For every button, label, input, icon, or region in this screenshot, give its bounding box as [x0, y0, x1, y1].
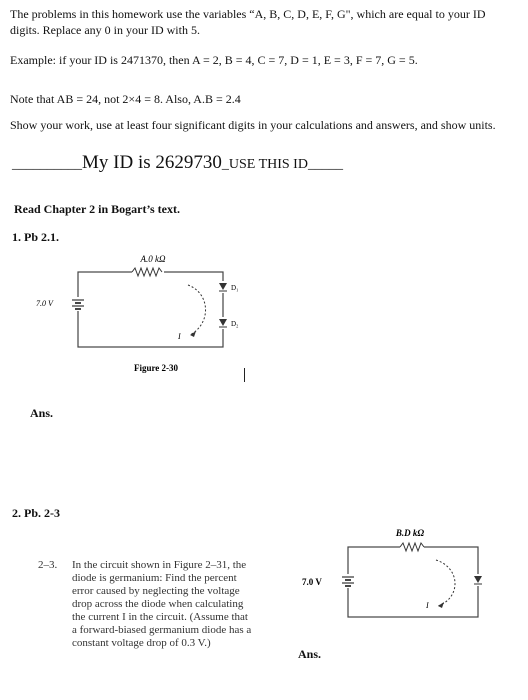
figure-caption: Figure 2-30 [133, 363, 179, 373]
resistor-label: A.0 kΩ [140, 254, 166, 264]
current-arrow-icon [188, 285, 206, 335]
problem1-label: 1. Pb 2.1. [12, 230, 60, 244]
problem2-statement [72, 559, 292, 650]
problem2-text-line: constant voltage drop of 0.3 V.) [72, 637, 211, 649]
problem2-number: 2–3. [38, 559, 58, 571]
voltage-label: 7.0 V [302, 577, 322, 587]
intro-example: Example: if your ID is 2471370, then A = 2, B = 4, C = 7, D = 1, E = 3, F = 7, G = 5. [10, 53, 418, 67]
diode-d1-label: D₁ [231, 284, 239, 292]
voltage-label: 7.0 V [36, 299, 53, 308]
circuit-wires [78, 272, 223, 347]
id-blank-left: __________ [12, 157, 82, 172]
problem1-answer: Ans. [30, 406, 54, 420]
current-label: I [426, 601, 429, 610]
intro-instructions: Show your work, use at least four significant digits in your calculations and answers, and show units. [10, 118, 496, 132]
problem2-text-line: diode is germanium: Find the percent [72, 572, 237, 584]
circuit-wires [348, 547, 478, 617]
diode-d2-label: D₂ [231, 320, 239, 328]
problem2-label: 2. Pb. 2-3 [12, 506, 60, 520]
intro-paragraph-1: The problems in this homework use the variables “A, B, C, D, E, F, G", which are equal to your ID digits. Replace any 0 in your ID with 5. [10, 7, 486, 37]
problem2-text-line: In the circuit shown in Figure 2–31, the [72, 559, 247, 571]
id-blank-right: _____ [307, 157, 343, 172]
current-label: I [178, 332, 181, 341]
problem2-text-line: drop across the diode when calculating [72, 598, 244, 610]
text-cursor [244, 368, 245, 382]
current-arrow-icon [436, 560, 455, 606]
resistor-label: B.D kΩ [395, 528, 425, 538]
figure-2-31 [296, 520, 516, 630]
problem2-text-line: a forward-biased germanium diode has a [72, 624, 252, 636]
intro-note: Note that AB = 24, not 2×4 = 8. Also, A.B = 2.4 [10, 92, 241, 106]
problem2-answer: Ans. [298, 647, 322, 661]
id-tail: _USE THIS ID [221, 157, 308, 172]
id-line [12, 152, 512, 174]
problem2-text-line: the current I in the circuit. (Assume that [72, 611, 248, 623]
id-main: My ID is 2629730 [82, 152, 222, 173]
reading-assignment: Read Chapter 2 in Bogart’s text. [14, 202, 180, 216]
problem2-text-line: error caused by neglecting the voltage [72, 585, 240, 597]
figure-2-30 [20, 245, 280, 380]
